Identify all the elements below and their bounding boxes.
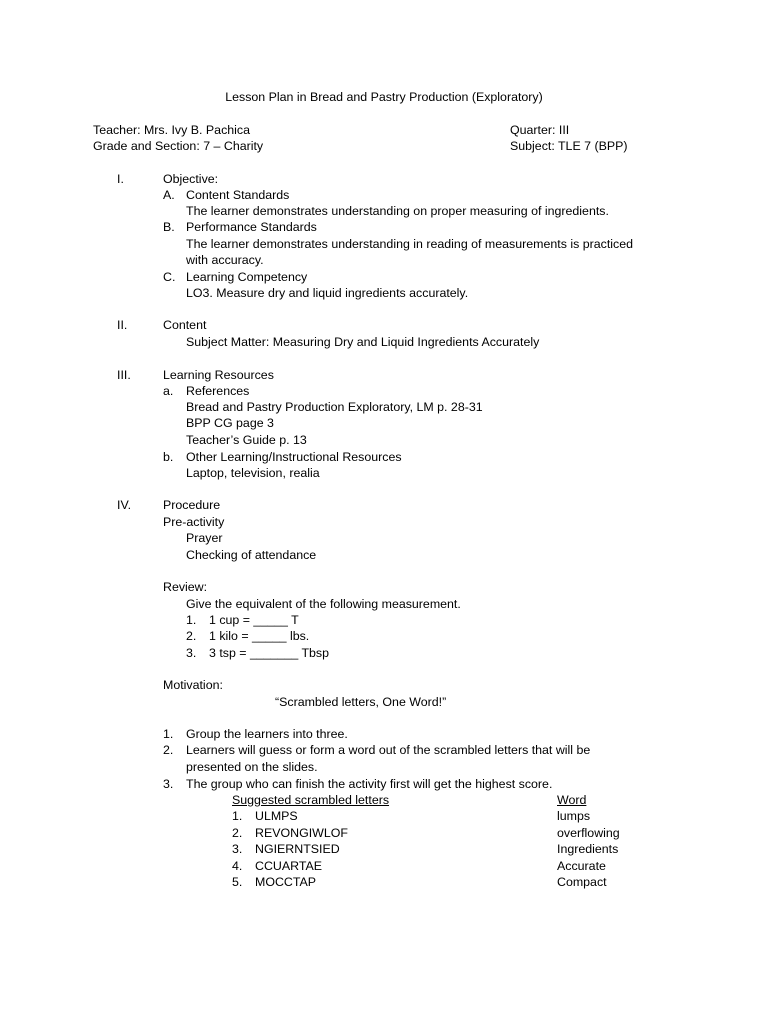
- resources-label-other: Other Learning/Instructional Resources: [186, 450, 402, 464]
- table-row-number: 3.: [232, 842, 243, 856]
- table-row-word: Accurate: [557, 859, 606, 873]
- objective-text-performance-standards-line1: The learner demonstrates understanding in reading of measurements is practiced: [186, 237, 633, 251]
- step-number: 1.: [163, 727, 174, 741]
- table-row-number: 5.: [232, 875, 243, 889]
- section-numeral-content: II.: [117, 318, 128, 332]
- page-title: Lesson Plan in Bread and Pastry Production (Exploratory): [225, 90, 543, 104]
- objective-text-content-standards: The learner demonstrates understanding on proper measuring of ingredients.: [186, 204, 609, 218]
- step-number: 3.: [163, 777, 174, 791]
- table-row-scrambled: NGIERNTSIED: [255, 842, 340, 856]
- pre-activity-label: Pre-activity: [163, 515, 225, 529]
- review-item-number: 2.: [186, 629, 197, 643]
- table-row-scrambled: REVONGIWLOF: [255, 826, 348, 840]
- review-item-number: 1.: [186, 613, 197, 627]
- step-text: Learners will guess or form a word out of the scrambled letters that will be: [186, 743, 591, 757]
- step-text: The group who can finish the activity first will get the highest score.: [186, 777, 553, 791]
- table-row-scrambled: CCUARTAE: [255, 859, 323, 873]
- table-header-word: Word: [557, 793, 587, 807]
- resources-letter-a: a.: [163, 384, 174, 398]
- objective-text-performance-standards-line2: with accuracy.: [186, 253, 264, 267]
- teacher-name: Teacher: Mrs. Ivy B. Pachica: [93, 123, 250, 137]
- section-heading-objective: Objective:: [163, 172, 219, 186]
- quarter: Quarter: III: [510, 123, 570, 137]
- table-row-word: lumps: [557, 809, 591, 823]
- table-row-number: 2.: [232, 826, 243, 840]
- objective-text-learning-competency: LO3. Measure dry and liquid ingredients accurately.: [186, 286, 469, 300]
- review-label: Review:: [163, 580, 208, 594]
- review-item-number: 3.: [186, 646, 197, 660]
- objective-label-performance-standards: Performance Standards: [186, 220, 317, 234]
- objective-letter-a: A.: [163, 188, 175, 202]
- table-row-word: Compact: [557, 875, 607, 889]
- objective-label-learning-competency: Learning Competency: [186, 270, 308, 284]
- motivation-label: Motivation:: [163, 678, 223, 692]
- objective-label-content-standards: Content Standards: [186, 188, 290, 202]
- review-item-text: 1 cup = _____ T: [209, 613, 299, 627]
- resources-letter-b: b.: [163, 450, 174, 464]
- table-row-scrambled: ULMPS: [255, 809, 298, 823]
- review-item-text: 3 tsp = _______ Tbsp: [209, 646, 329, 660]
- section-heading-procedure: Procedure: [163, 498, 221, 512]
- table-row-number: 1.: [232, 809, 243, 823]
- review-item-text: 1 kilo = _____ lbs.: [209, 629, 310, 643]
- objective-letter-b: B.: [163, 220, 175, 234]
- reference-item: Teacher’s Guide p. 13: [186, 433, 307, 447]
- table-row-word: Ingredients: [557, 842, 619, 856]
- other-resources-item: Laptop, television, realia: [186, 466, 320, 480]
- table-row-word: overflowing: [557, 826, 620, 840]
- section-heading-content: Content: [163, 318, 207, 332]
- pre-activity-item: Checking of attendance: [186, 548, 317, 562]
- resources-label-references: References: [186, 384, 250, 398]
- subject: Subject: TLE 7 (BPP): [510, 139, 628, 153]
- table-row-number: 4.: [232, 859, 243, 873]
- grade-section: Grade and Section: 7 – Charity: [93, 139, 264, 153]
- step-number: 2.: [163, 743, 174, 757]
- review-instruction: Give the equivalent of the following measurement.: [186, 597, 461, 611]
- section-numeral-procedure: IV.: [117, 498, 132, 512]
- section-numeral-resources: III.: [117, 368, 131, 382]
- reference-item: BPP CG page 3: [186, 416, 274, 430]
- pre-activity-item: Prayer: [186, 531, 223, 545]
- objective-letter-c: C.: [163, 270, 176, 284]
- section-heading-resources: Learning Resources: [163, 368, 274, 382]
- subject-matter: Subject Matter: Measuring Dry and Liquid Ingredients Accurately: [186, 335, 540, 349]
- step-text: presented on the slides.: [186, 760, 318, 774]
- table-row-scrambled: MOCCTAP: [255, 875, 317, 889]
- step-text: Group the learners into three.: [186, 727, 348, 741]
- table-header-scrambled: Suggested scrambled letters: [232, 793, 390, 807]
- motivation-title: “Scrambled letters, One Word!”: [275, 695, 447, 709]
- section-numeral-objective: I.: [117, 172, 124, 186]
- reference-item: Bread and Pastry Production Exploratory, LM p. 28-31: [186, 400, 483, 414]
